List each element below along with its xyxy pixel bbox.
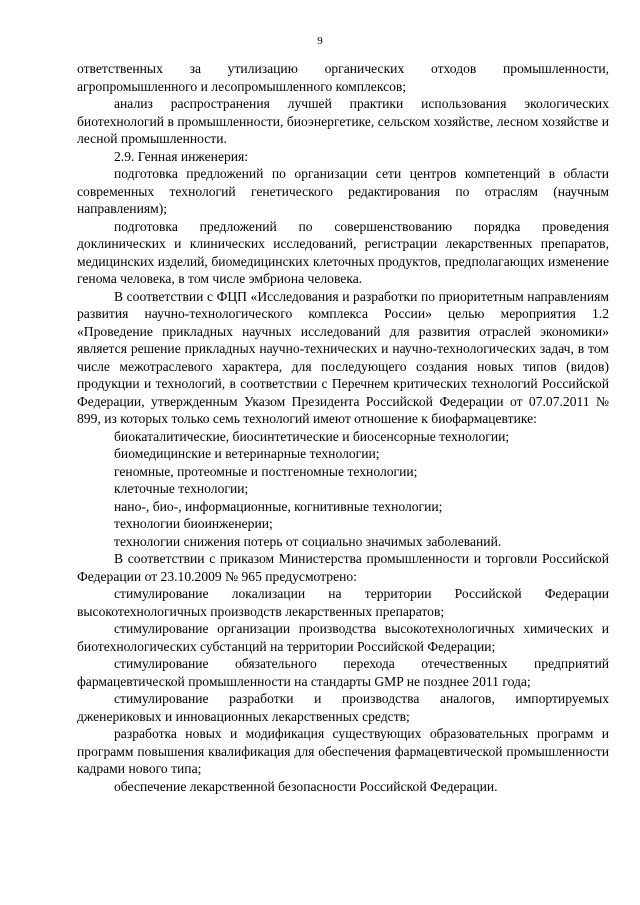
list-item: обеспечение лекарственной безопасности Российской Федерации. bbox=[114, 778, 498, 794]
page-number: 9 bbox=[317, 35, 323, 47]
section-heading: 2.9. Генная инженерия: bbox=[114, 148, 249, 164]
paragraph: анализ распространения лучшей практики использования экологических биотехнологий в промышленности, биоэнергетике, сельском хозяйстве, лесном хозяйстве и лесной промышленности. bbox=[77, 96, 609, 146]
paragraph: подготовка предложений по совершенствованию порядка проведения доклинических и клинических исследований, регистрации лекарственных препаратов, медицинских изделий, биомедицинских клеточных продуктов, предполагающих изменение генома человека, в том числе эмбриона человека. bbox=[77, 218, 609, 286]
list-item: стимулирование организации производства высокотехнологичных химических и биотехнологических субстанций на территории Российской Федерации; bbox=[77, 621, 609, 654]
paragraph-continuation: ответственных за утилизацию органических отходов промышленности, агропромышленного и лесопромышленного комплексов; bbox=[77, 61, 609, 94]
document-body bbox=[77, 60, 609, 795]
list-item: технологии биоинженерии; bbox=[114, 516, 273, 531]
list-item: разработка новых и модификация существующих образовательных программ и программ повышения квалификация для обеспечения фармацевтической промышленности кадрами нового типа; bbox=[77, 726, 609, 776]
list-item: клеточные технологии; bbox=[114, 481, 249, 496]
list-item: геномные, протеомные и постгеномные технологии; bbox=[114, 463, 418, 479]
list-item: стимулирование разработки и производства аналогов, импортируемых дженериковых и инновационных лекарственных средств; bbox=[77, 691, 609, 724]
list-item: биомедицинские и ветеринарные технологии; bbox=[114, 446, 380, 461]
paragraph: В соответствии с ФЦП «Исследования и разработки по приоритетным направлениям развития научно-технологического комплекса России» целью мероприятия 1.2 «Проведение прикладных научных исследований для развития отраслей экономики» является решение прикладных научно-технических и научно-технологических задач, в том числе межотраслевого характера, для последующего создания новых типов (видов) продукции и технологий, в соответствии с Перечнем критических технологий Российской Федерации, утвержденным Указом Президента Российской Федерации от 07.07.2011 № 899, из которых только семь технологий имеют отношение к биофармацевтике: bbox=[77, 288, 609, 426]
list-item: биокаталитические, биосинтетические и биосенсорные технологии; bbox=[114, 428, 510, 444]
paragraph: подготовка предложений по организации сети центров компетенций в области современных технологий генетического редактирования по отраслям (научным направлениям); bbox=[77, 166, 609, 216]
list-item: технологии снижения потерь от социально значимых заболеваний. bbox=[114, 533, 502, 549]
paragraph: В соответствии с приказом Министерства промышленности и торговли Российской Федерации от 23.10.2009 № 965 предусмотрено: bbox=[77, 551, 609, 584]
list-item: нано-, био-, информационные, когнитивные технологии; bbox=[114, 498, 443, 514]
list-item: стимулирование обязательного перехода отечественных предприятий фармацевтической промышленности на стандарты GMP не позднее 2011 года; bbox=[77, 656, 609, 689]
list-item: стимулирование локализации на территории Российской Федерации высокотехнологичных производств лекарственных препаратов; bbox=[77, 586, 609, 619]
